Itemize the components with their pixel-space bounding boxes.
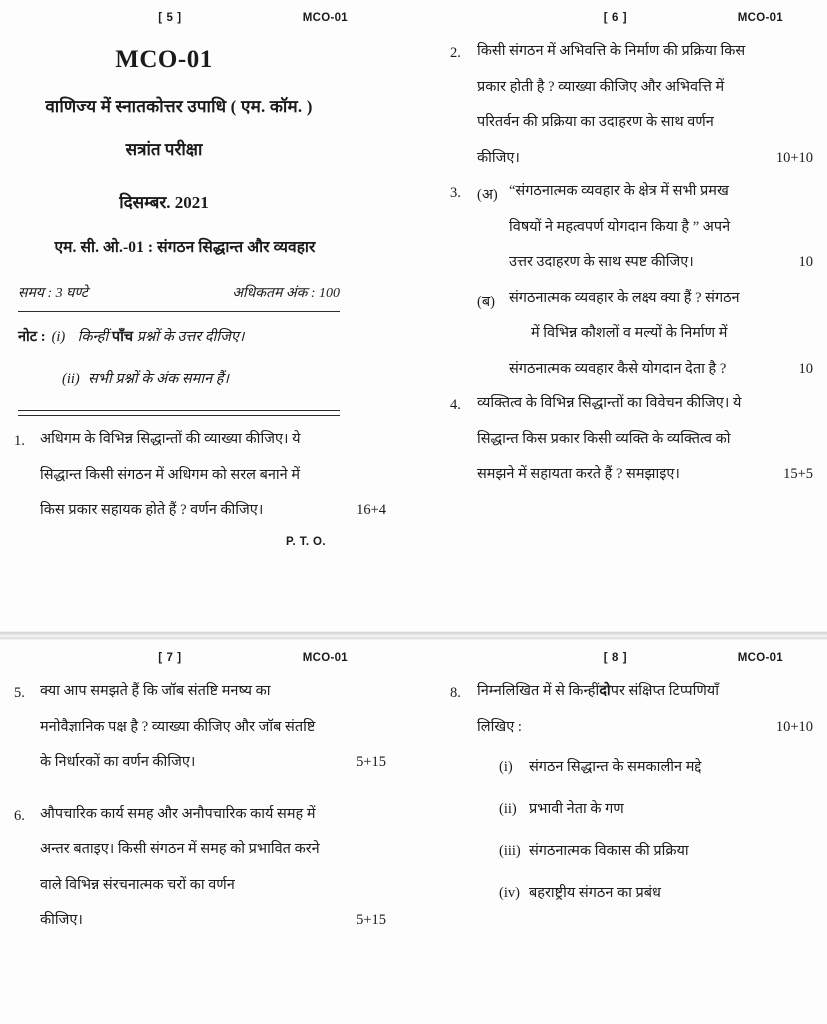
question-number: 5. xyxy=(14,685,25,701)
question-line: संगठनात्मक व्यवहार कैसे योगदान देता है ? xyxy=(509,360,727,377)
question-1 xyxy=(14,432,386,518)
option-item xyxy=(477,840,813,860)
note-item-text: सभी प्रश्नों के अंक समान हैं। xyxy=(88,371,229,387)
question-line: क्या आप समझते हैं कि जॉब संतष्टि मनष्य का xyxy=(40,683,271,699)
option-text: संगठन सिद्धान्त के समकालीन मद्दे xyxy=(529,759,702,775)
question-marks: 10+10 xyxy=(775,718,813,735)
question-line-with-marks xyxy=(40,755,386,770)
question-line xyxy=(477,684,813,699)
question-marks: 5+15 xyxy=(356,754,386,770)
question-line: किस प्रकार सहायक होते हैं ? वर्णन कीजिए। xyxy=(40,502,264,518)
question-subpart-a xyxy=(477,184,813,270)
maximum-marks-label: अधिकतम अंक : 100 xyxy=(232,286,340,301)
option-number: (i) xyxy=(499,759,513,775)
question-line: संगठनात्मक व्यवहार के लक्ष्य क्या हैं ? संगठन xyxy=(509,289,740,306)
running-header-page-8 xyxy=(450,652,813,676)
question-5 xyxy=(14,684,386,770)
page-number: [ 5 ] xyxy=(158,12,182,24)
question-line: वाले विभिन्न संरचनात्मक चरों का वर्णन xyxy=(40,876,235,893)
course-code-header: MCO-01 xyxy=(737,652,783,664)
question-line-with-marks xyxy=(477,467,813,482)
question-line: सिद्धान्त किसी संगठन में अधिगम को सरल बनाने में xyxy=(40,466,301,483)
document-page-7 xyxy=(0,640,400,1024)
option-text: प्रभावी नेता के गण xyxy=(529,801,624,817)
course-code-header: MCO-01 xyxy=(737,12,783,24)
option-number: (iii) xyxy=(499,843,521,859)
question-2 xyxy=(450,44,813,165)
question-marks: 5+15 xyxy=(356,912,386,928)
note-label: नोट : xyxy=(18,329,46,345)
question-marks: 16+4 xyxy=(356,502,386,518)
running-header-page-7 xyxy=(14,652,386,676)
question-line: समझने में सहायता करते हैं ? समझाइए। xyxy=(477,466,680,482)
question-line: विषयों ने महत्वपर्ण योगदान किया है ” अपने xyxy=(509,218,731,235)
subpart-label: (अ) xyxy=(477,187,498,203)
running-header-page-6 xyxy=(450,12,813,36)
question-line: परितर्वन की प्रक्रिया का उदाहरण के साथ वर्णन xyxy=(477,114,714,130)
question-line: औपचारिक कार्य समह और अनौपचारिक कार्य समह में xyxy=(40,805,316,822)
page-number: [ 8 ] xyxy=(603,652,628,664)
question-line: में विभिन्न कौशलों व मल्यों के निर्माण में xyxy=(531,325,728,341)
scan-page-divider xyxy=(0,631,827,640)
question-number: 2. xyxy=(450,45,461,61)
question-text-after: पर संक्षिप्त टिप्पणियाँ xyxy=(610,683,719,699)
note-text-after: प्रश्नों के उत्तर दीजिए। xyxy=(133,329,245,345)
note-item-number: (i) xyxy=(51,329,66,345)
question-line: व्यक्तित्व के विभिन्न सिद्धान्तों का विवेचन कीजिए। ये xyxy=(477,395,742,411)
question-line: किसी संगठन में अभिवत्ति के निर्माण की प्रक्रिया किस xyxy=(477,43,746,59)
question-body xyxy=(40,684,386,770)
course-code-header: MCO-01 xyxy=(302,652,348,664)
subpart-body xyxy=(509,291,813,377)
question-body xyxy=(477,684,813,902)
note-text-before: किन्हीं xyxy=(77,329,112,345)
question-line: लिखिए : xyxy=(477,718,522,735)
question-body xyxy=(40,432,386,518)
note-item-number: (ii) xyxy=(62,371,80,387)
question-marks: 10 xyxy=(798,360,813,377)
option-item xyxy=(477,756,813,776)
question-body xyxy=(477,184,813,376)
course-code-header: MCO-01 xyxy=(302,12,348,24)
question-line: अन्तर बताइए। किसी संगठन में समह को प्रभावित करने xyxy=(40,841,320,857)
question-text-before: निम्नलिखित में से किन्हीं xyxy=(477,683,600,699)
question-body xyxy=(40,807,386,928)
page-title: MCO-01 xyxy=(115,46,213,73)
question-marks: 10+10 xyxy=(775,149,813,166)
subpart-label: (ब) xyxy=(477,293,495,310)
question-line-with-marks xyxy=(509,362,813,377)
subpart-body xyxy=(509,184,813,270)
question-text-emphasis: दो xyxy=(599,683,611,699)
horizontal-rule-top xyxy=(18,311,340,312)
question-subpart-b xyxy=(477,291,813,377)
exam-session-line: सत्रांत परीक्षा xyxy=(125,140,203,159)
document-page-8 xyxy=(450,640,827,1024)
question-4 xyxy=(450,396,813,482)
question-marks: 15+5 xyxy=(783,466,813,482)
question-number: 1. xyxy=(14,433,25,449)
question-line: अधिगम के विभिन्न सिद्धान्तों की व्याख्या कीजिए। ये xyxy=(40,431,301,447)
document-page-6 xyxy=(450,0,827,632)
time-and-marks-row xyxy=(18,283,340,302)
question-line: उत्तर उदाहरण के साथ स्पष्ट कीजिए। xyxy=(509,254,694,270)
subject-line: एम. सी. ओ.-01 : संगठन सिद्धान्त और व्यवहार xyxy=(54,239,316,256)
exam-date-line: दिसम्बर. 2021 xyxy=(119,193,209,212)
scan-sheet-bottom xyxy=(0,640,827,1024)
note-item xyxy=(18,326,382,346)
question-line-with-marks xyxy=(477,151,813,166)
question-body xyxy=(477,44,813,165)
question-line: “संगठनात्मक व्यवहार के क्षेत्र में सभी प्रमख xyxy=(509,183,729,199)
question-3 xyxy=(450,184,813,376)
question-number: 4. xyxy=(450,397,461,413)
page-number: [ 6 ] xyxy=(603,12,628,24)
question-line: सिद्धान्त किस प्रकार किसी व्यक्ति के व्यक्तित्व को xyxy=(477,430,731,447)
question-number: 6. xyxy=(14,807,25,824)
question-line: मनोवैज्ञानिक पक्ष है ? व्याख्या कीजिए और जॉब संतष्टि xyxy=(40,718,316,735)
question-line: कीजिए। xyxy=(40,912,83,928)
question-body xyxy=(477,396,813,482)
question-number: 8. xyxy=(450,685,461,701)
question-6 xyxy=(14,807,386,928)
question-marks: 10 xyxy=(798,254,813,270)
option-item xyxy=(477,882,813,902)
note-item-text xyxy=(78,326,245,346)
note-item xyxy=(18,368,382,388)
question-line-with-marks xyxy=(477,720,813,735)
degree-line: वाणिज्य में स्नातकोत्तर उपाधि ( एम. कॉम. ) xyxy=(45,97,313,116)
question-line-with-marks xyxy=(40,503,386,518)
question-8 xyxy=(450,684,813,902)
option-number: (iv) xyxy=(499,885,520,901)
option-number: (ii) xyxy=(499,801,517,817)
option-text: संगठनात्मक विकास की प्रक्रिया xyxy=(529,843,689,859)
option-item xyxy=(477,798,813,818)
question-line: कीजिए। xyxy=(477,149,520,166)
question-line: प्रकार होती है ? व्याख्या कीजिए और अभिवत्ति में xyxy=(477,78,725,95)
question-line-with-marks xyxy=(509,255,813,270)
instructions-note-block xyxy=(18,326,382,388)
question-line-with-marks xyxy=(40,913,386,928)
page-turn-over-note: P. T. O. xyxy=(285,535,326,548)
note-text-emphasis: पाँच xyxy=(111,329,134,345)
question-number: 3. xyxy=(450,185,461,201)
question-line: के निर्धारकों का वर्णन कीजिए। xyxy=(40,754,196,770)
page-number: [ 7 ] xyxy=(158,652,182,664)
running-header-page-5 xyxy=(14,12,386,36)
time-allowed-label: समय : 3 घण्टे xyxy=(18,286,88,301)
horizontal-rule-double xyxy=(18,410,340,416)
option-text: बहराष्ट्रीय संगठन का प्रबंध xyxy=(529,885,661,901)
document-page-5 xyxy=(0,0,400,632)
